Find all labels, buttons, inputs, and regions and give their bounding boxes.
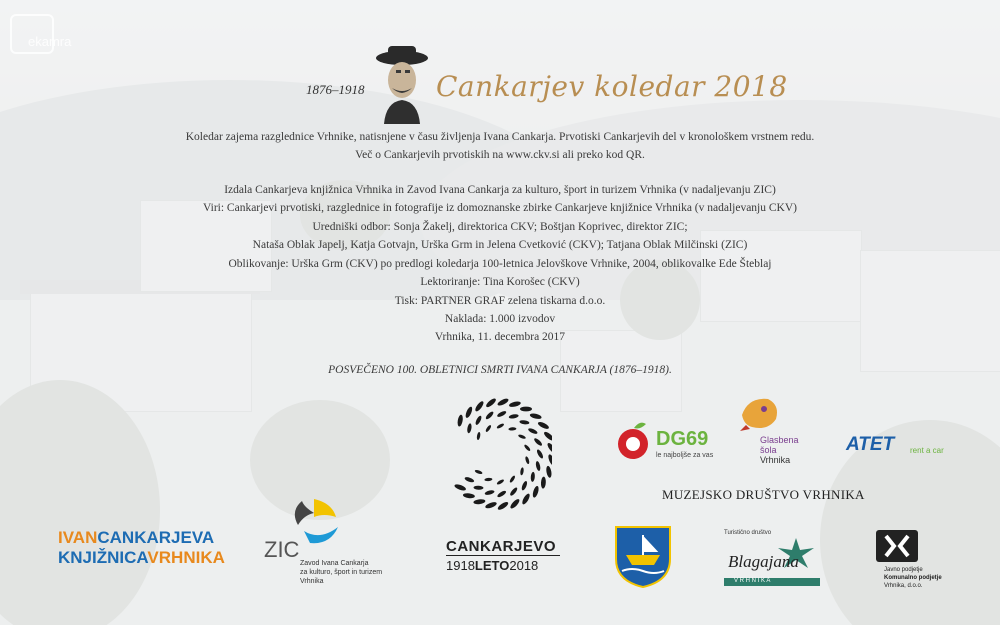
blagajana-logo — [724, 530, 820, 590]
knjiznica-vrhnika: VRHNIKA — [147, 548, 225, 567]
credits-line-8: Naklada: 1.000 izvodov — [444, 313, 556, 325]
atet-tagline: rent a car — [910, 446, 944, 455]
credits-line-4: Nataša Oblak Japelj, Katja Gotvajn, Urška Grm in Jelena Cvetković (CKV); Tatjana Oblak Milčinski (ZIC) — [252, 239, 748, 251]
apple-icon — [616, 420, 652, 460]
komunalno-line-1: Javno podjetje — [884, 567, 923, 573]
atet-logo — [846, 434, 956, 458]
cankarjevo-leto-leaf-logo — [436, 392, 552, 520]
zic-name: ZIC — [264, 537, 300, 562]
cankar-portrait-image — [374, 44, 430, 124]
komunalno-line-3: Vrhnika, d.o.o. — [884, 583, 923, 589]
muzejsko-drustvo-name: MUZEJSKO DRUŠTVO VRHNIKA — [662, 487, 865, 502]
zic-line-2: za kulturo, šport in turizem — [300, 569, 383, 576]
watermark-text: ekamra — [28, 34, 72, 49]
cankarjevo-leto: LETO — [474, 558, 510, 573]
glasbena-line-2: šola — [760, 445, 777, 455]
zic-logo — [264, 497, 394, 589]
intro-line-2: Več o Cankarjevih prvotiskih na www.ckv.si ali preko kod QR. — [355, 149, 645, 161]
credits-line-3: Uredniški odbor: Sonja Žakelj, direktorica CKV; Boštjan Koprivec, direktor ZIC; — [312, 221, 688, 233]
credits-line-2: Viri: Cankarjevi prvotiski, razglednice in fotografije iz domoznanske zbirke Cankarjeve knjižnice Vrhnika (v nadaljevanju CKV) — [203, 202, 797, 214]
credits-line-6: Lektoriranje: Tina Korošec (CKV) — [420, 276, 580, 288]
glasbena-sola-logo — [738, 395, 818, 470]
credits-line-9: Vrhnika, 11. decembra 2017 — [434, 331, 566, 343]
bird-music-icon — [738, 395, 782, 433]
komunalno-symbol-icon — [872, 528, 922, 564]
dedication: POSVEČENO 100. OBLETNICI SMRTI IVANA CANKARJA (1876–1918). — [328, 364, 672, 376]
zic-line-1: Zavod Ivana Cankarja — [300, 560, 369, 567]
credits-line-7: Tisk: PARTNER GRAF zelena tiskarna d.o.o. — [394, 295, 606, 307]
dg69-tagline: le najboljše za vas — [656, 452, 714, 459]
knjiznica-knjiznica: KNJIŽNICA — [58, 548, 148, 567]
dg69-name: DG69 — [656, 428, 709, 450]
glasbena-line-3: Vrhnika — [760, 455, 791, 465]
knjiznica-cankarjeva: CANKARJEVA — [97, 528, 215, 547]
credits-line-5: Oblikovanje: Urška Grm (CKV) po predlogi koledarja 100-letnica Jelovškove Vrhnike, 2004, oblikovalke Ede Šteblaj — [228, 258, 772, 270]
blagajana-top: Turistično društvo — [724, 530, 772, 536]
blagajana-name: Blagajana — [728, 552, 799, 571]
cankarjevo-leto-text — [446, 538, 560, 578]
komunalno-podjetje-logo — [862, 528, 942, 590]
glasbena-line-1: Glasbena — [760, 435, 799, 445]
cankarjevo-line: CANKARJEVO — [446, 538, 560, 556]
life-years: 1876–1918 — [306, 82, 365, 97]
cankarjevo-year-1: 1918 — [446, 558, 475, 573]
cankarjevo-year-2: 2018 — [509, 558, 539, 573]
blagajana-bottom: V R H N I K A — [734, 578, 771, 584]
muzejsko-drustvo-crest-icon — [614, 525, 672, 589]
intro-line-1: Koledar zajema razglednice Vrhnike, natisnjene v času življenja Ivana Cankarja. Prvotiski Cankarjevih del v kronološkem vrstnem redu. — [185, 131, 815, 143]
calendar-title: Cankarjev koledar 2018 — [436, 70, 788, 103]
dg69-logo — [616, 420, 736, 464]
zic-line-3: Vrhnika — [300, 578, 324, 585]
credits-line-1: Izdala Cankarjeva knjižnica Vrhnika in Zavod Ivana Cankarja za kulturo, šport in turizem Vrhnika (v nadaljevanju ZIC) — [224, 184, 776, 196]
knjiznica-ivan: IVAN — [58, 528, 98, 547]
komunalno-line-2: Komunalno podjetje — [884, 575, 942, 581]
atet-name: ATET — [846, 434, 895, 455]
cankarjeva-knjiznica-logo — [58, 528, 234, 572]
